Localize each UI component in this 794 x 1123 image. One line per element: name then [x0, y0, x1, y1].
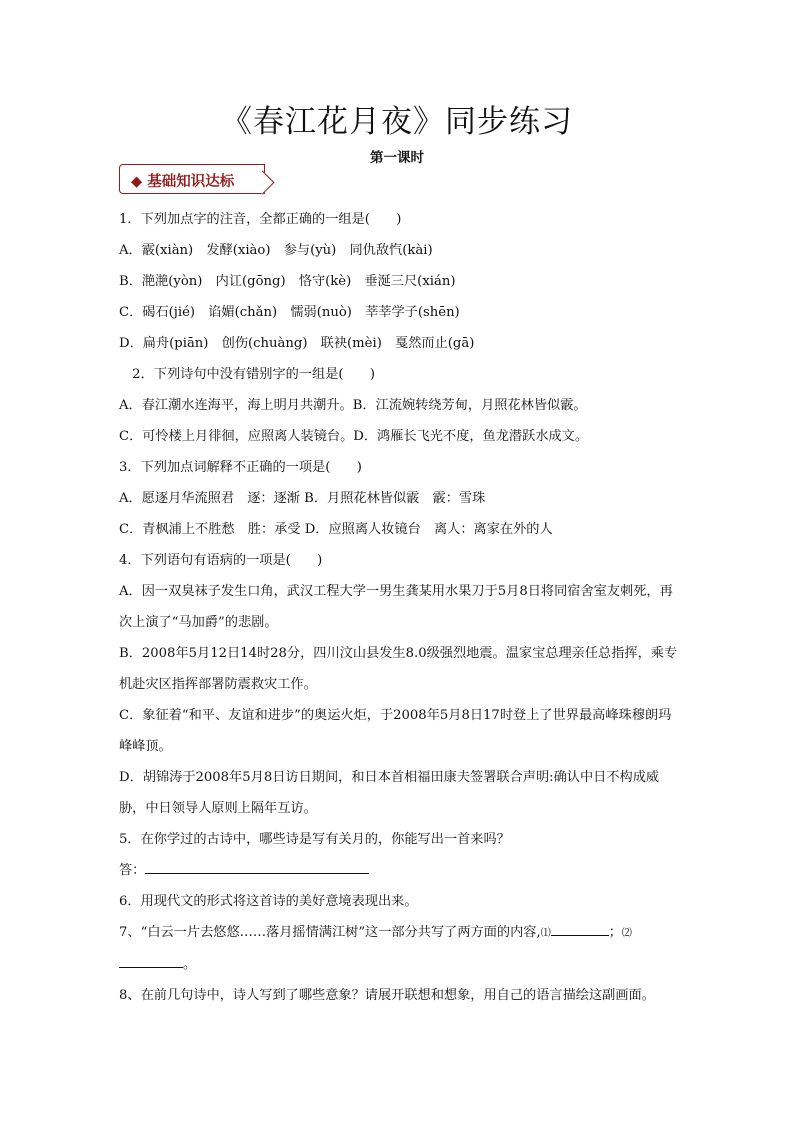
page-title: 《春江花月夜》同步练习	[221, 104, 573, 140]
question-3-options-ab: A．愿逐月华流照君 逐：逐渐 B．月照花林皆似霰 霰：雪珠	[119, 491, 486, 506]
page-subtitle: 第一课时	[370, 150, 424, 166]
blank-1[interactable]	[551, 921, 609, 936]
question-4-option-b: B．2008年5月12日14时28分，四川汶山县发生8.0级强烈地震。温家宝总理亲任总指挥，乘专机赴灾区指挥部署防震救灾工作。	[119, 646, 678, 692]
question-8: 8、在前几句诗中，诗人写到了哪些意象？请展开联想和想象，用自己的语言描绘这副画面。	[119, 988, 655, 1003]
answer-label: 答：	[119, 863, 146, 878]
blank-2-marker: ⑵	[621, 928, 632, 939]
question-1-option-a: A．霰(xiàn) 发酵(xiào) 参与(yù) 同仇敌忾(kài)	[119, 243, 433, 258]
answer-blank[interactable]	[145, 859, 369, 874]
question-7	[119, 917, 681, 980]
question-7-end: 。	[183, 957, 197, 972]
question-5: 5．在你学过的古诗中，哪些诗是写有关月的，你能写出一首来吗？	[119, 832, 510, 847]
section-banner	[119, 164, 273, 195]
section-label: ◆ 基础知识达标	[131, 173, 235, 190]
blank-separator: ；	[608, 925, 622, 940]
blank-2[interactable]	[119, 953, 183, 968]
question-5-answer	[119, 855, 681, 886]
question-4-option-d: D．胡锦涛于2008年5月8日访日期间，和日本首相福田康夫签署联合声明:确认中日不构成威胁，中日领导人原则上隔年互访。	[119, 770, 660, 816]
blank-1-marker: ⑴	[540, 928, 551, 939]
question-2-options-ab: A．春江潮水连海平，海上明月共潮升。B．江流婉转绕芳甸，月照花林皆似霰。	[119, 398, 587, 413]
question-3: 3．下列加点词解释不正确的一项是( )	[119, 460, 362, 475]
question-4-option-c: C．象征着“和平、友谊和进步”的奥运火炬，于2008年5月8日17时登上了世界最高峰珠穆朗玛峰峰顶。	[119, 708, 672, 754]
exercise-content	[119, 204, 681, 1011]
question-7-text: 7、“白云一片去悠悠……落月摇情满江树”这一部分共写了两方面的内容,	[119, 925, 541, 940]
question-1-option-c: C．碣石(jié) 谄媚(chǎn) 懦弱(nuò) 莘莘学子(shēn)	[119, 305, 460, 320]
question-2: 2．下列诗句中没有错别字的一组是( )	[119, 367, 376, 382]
question-1: 1．下列加点字的注音，全都正确的一组是( )	[119, 212, 402, 227]
question-4-option-a: A．因一双臭袜子发生口角，武汉工程大学一男生龚某用水果刀于5月8日将同宿舍室友刺死，再次上演了“马加爵”的悲剧。	[119, 584, 673, 630]
question-6: 6．用现代文的形式将这首诗的美好意境表现出来。	[119, 894, 418, 909]
question-1-option-b: B．滟滟(yòn) 内讧(gōng) 恪守(kè) 垂涎三尺(xián)	[119, 274, 456, 289]
question-2-options-cd: C．可怜楼上月徘徊，应照离人装镜台。D．鸿雁长飞光不度，鱼龙潜跃水成文。	[119, 429, 589, 444]
question-3-options-cd: C．青枫浦上不胜愁 胜：承受 D．应照离人妆镜台 离人：离家在外的人	[119, 522, 553, 537]
question-1-option-d: D．扁舟(piān) 创伤(chuàng) 联袂(mèi) 戛然而止(gā)	[119, 336, 475, 351]
question-4: 4．下列语句有语病的一项是( )	[119, 553, 323, 568]
